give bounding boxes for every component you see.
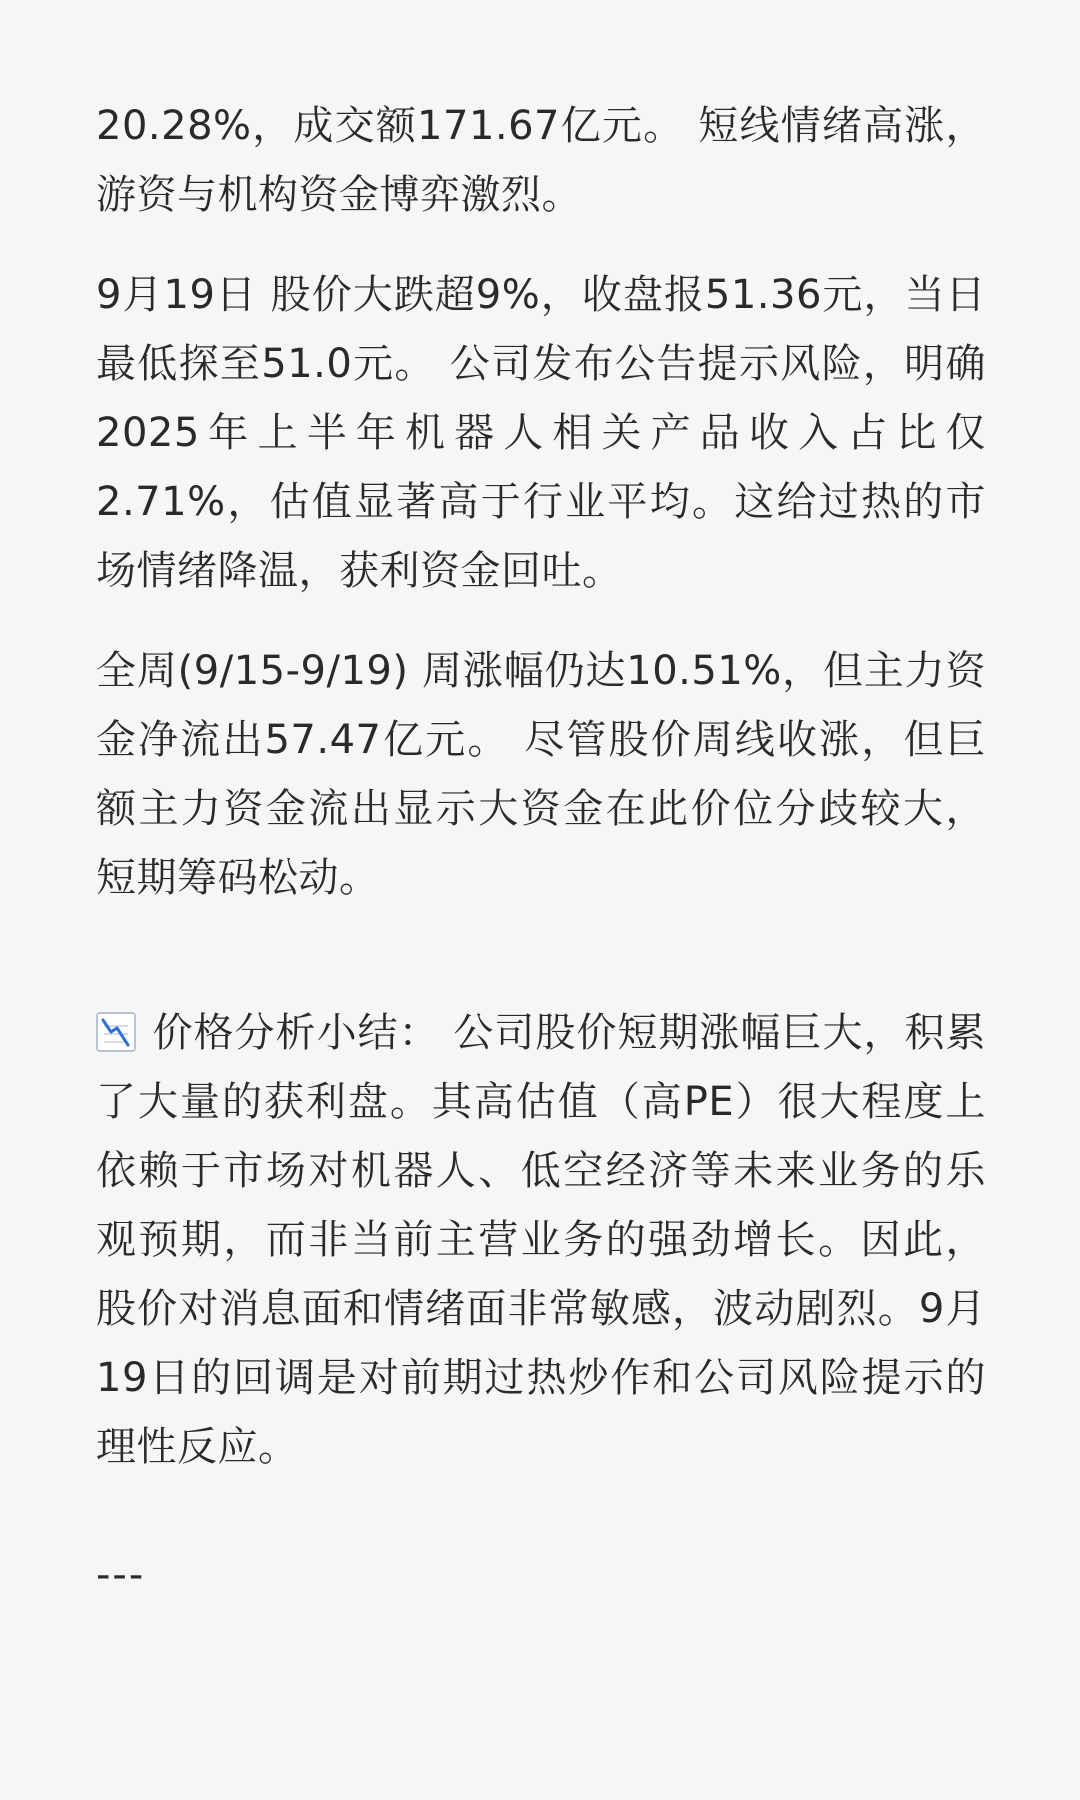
paragraph-sep19-drop: 9月19日 股价大跌超9%，收盘报51.36元，当日最低探至51.0元。 公司发布公告提示风险，明确2025年上半年机器人相关产品收入占比仅2.71%，估值显著高于行业平均。这给过热的市场情绪降温，获利资金回吐。: [96, 272, 986, 594]
paragraph-trading-volume: 20.28%，成交额171.67亿元。 短线情绪高涨，游资与机构资金博弈激烈。: [96, 103, 986, 218]
paragraph-weekly-summary: 全周(9/15-9/19) 周涨幅仍达10.51%，但主力资金净流出57.47亿元。 尽管股价周线收涨，但巨额主力资金流出显示大资金在此价位分歧较大，短期筹码松动。: [96, 648, 986, 901]
price-analysis-summary: [96, 999, 986, 1482]
chart-decreasing-icon: [96, 1012, 136, 1052]
article-body: [96, 92, 986, 1513]
summary-text: 价格分析小结： 公司股价短期涨幅巨大，积累了大量的获利盘。其高估值（高PE）很大程度上依赖于市场对机器人、低空经济等未来业务的乐观预期，而非当前主营业务的强劲增长。因此，股价对消息面和情绪面非常敏感，波动剧烈。9月19日的回调是对前期过热炒作和公司风险提示的理性反应。: [96, 1010, 986, 1470]
section-separator: ---: [96, 1552, 146, 1598]
